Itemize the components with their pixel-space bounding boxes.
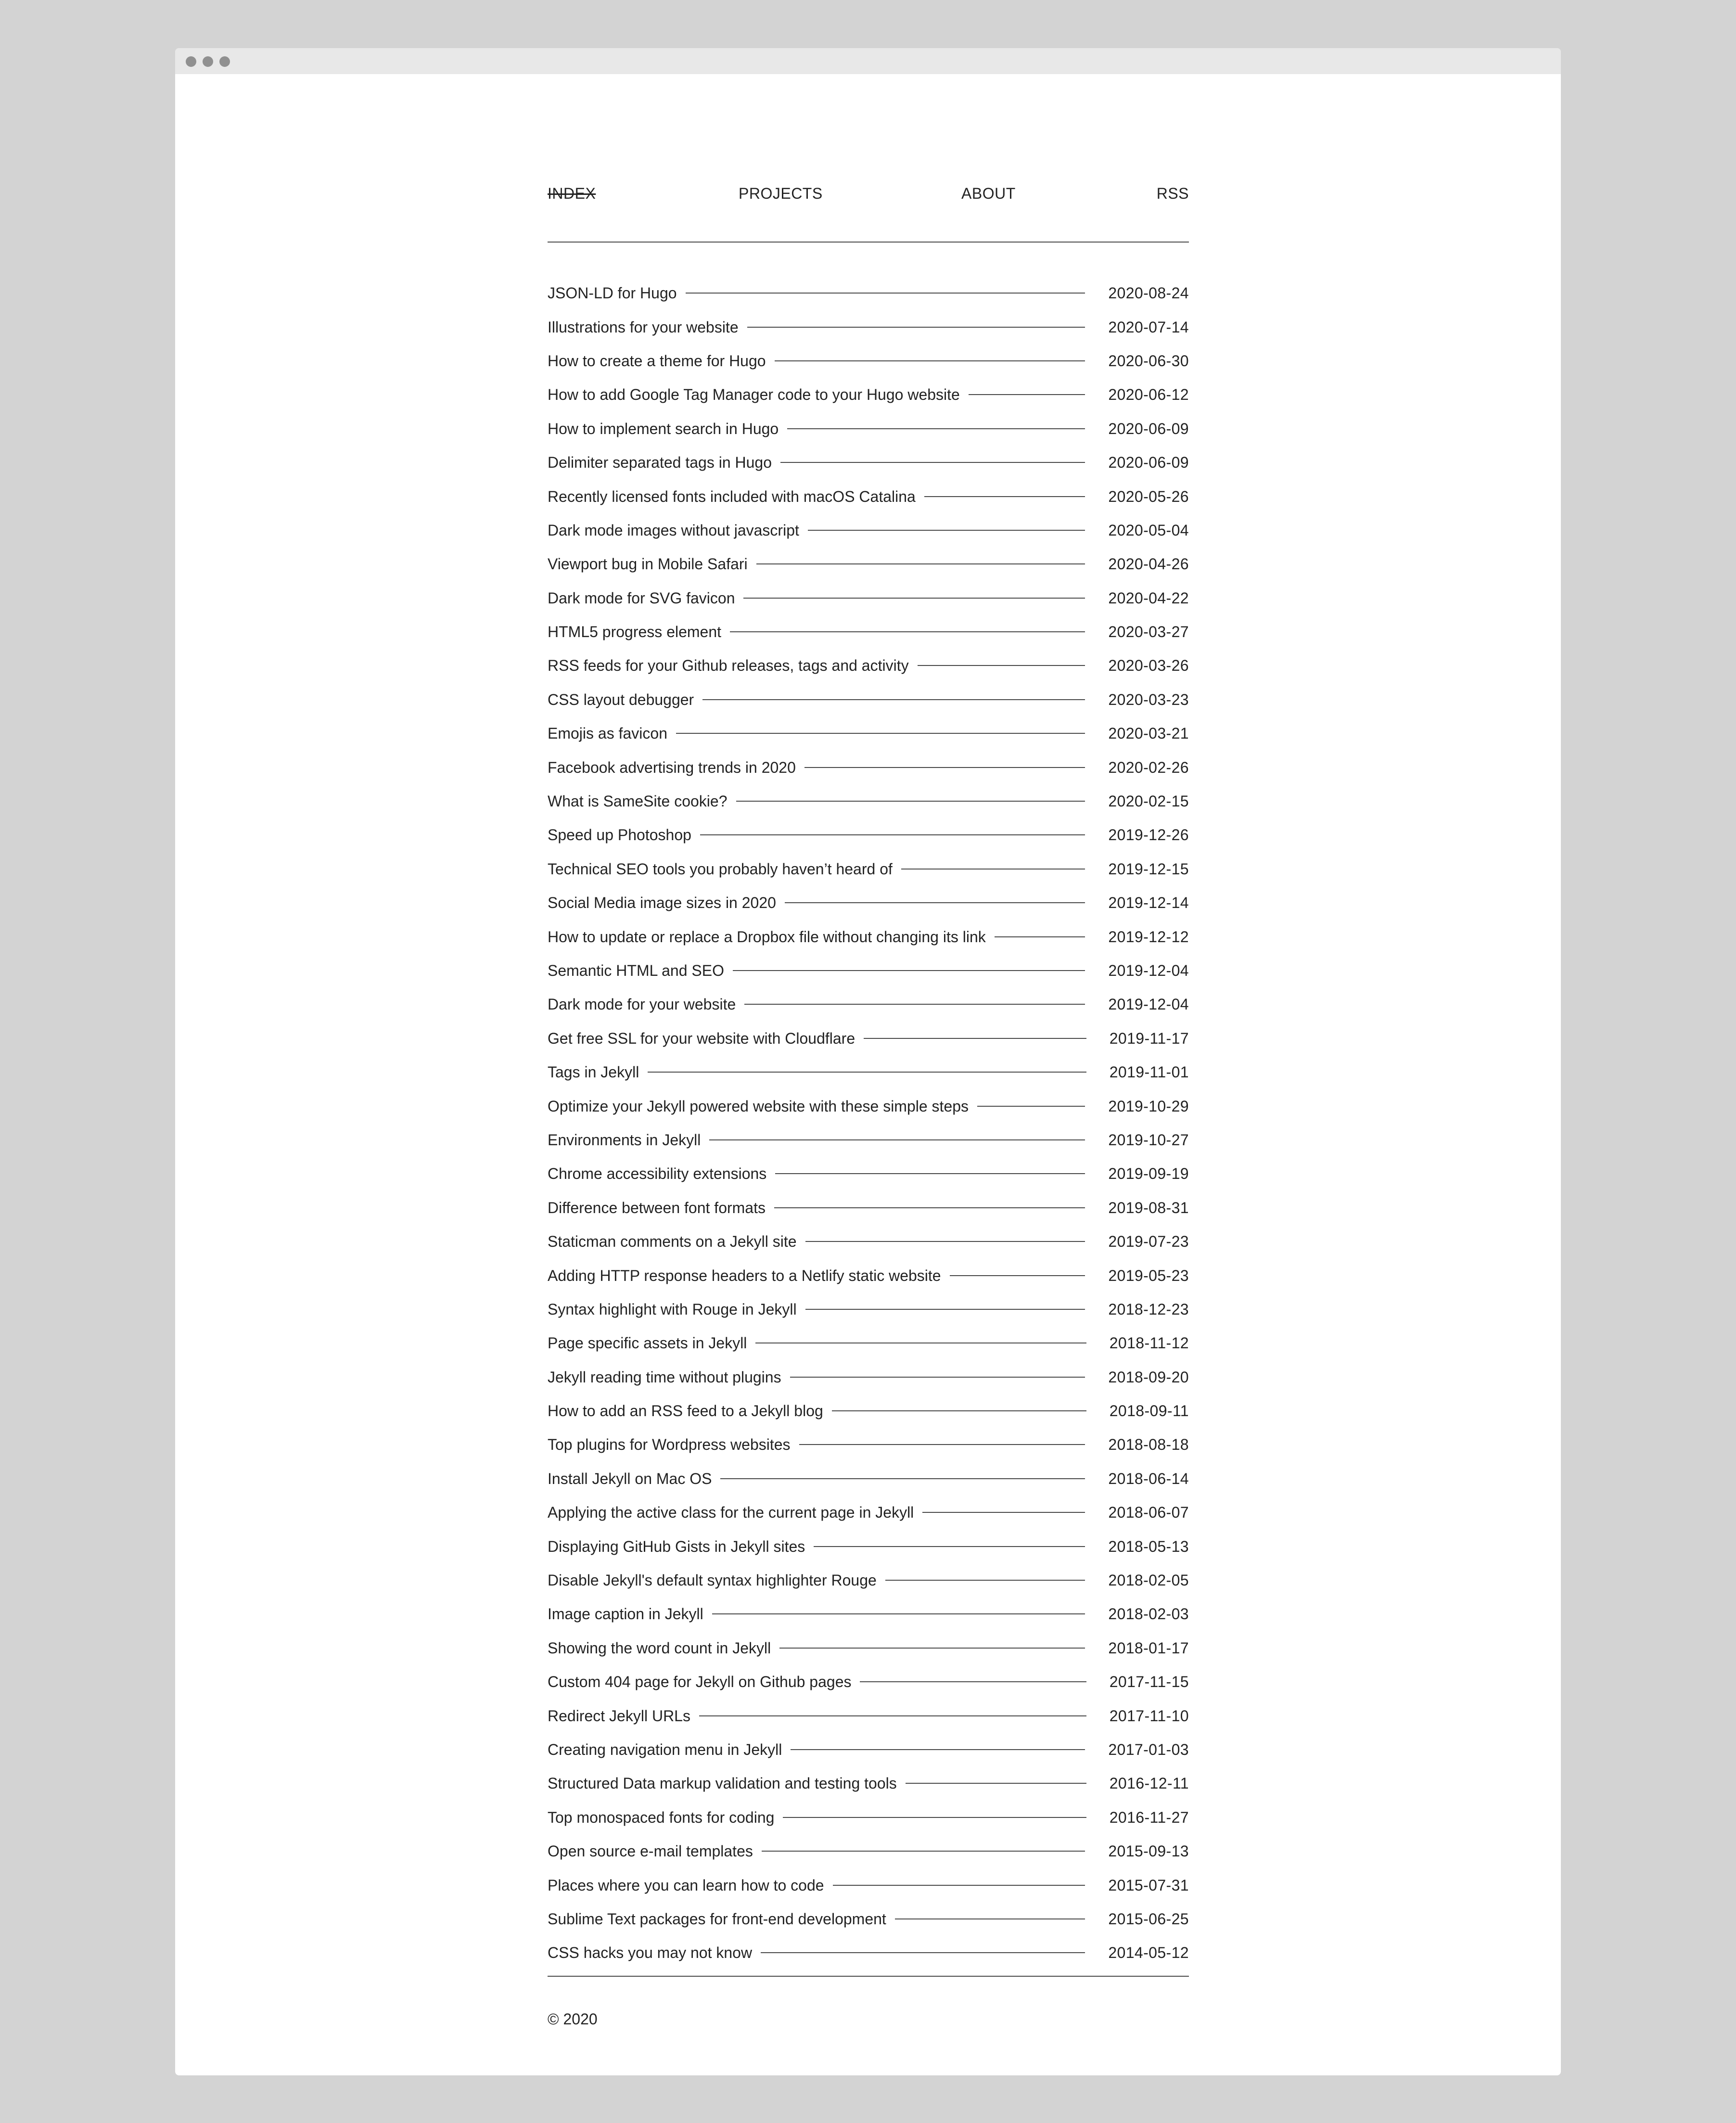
post-date: 2020-02-26 (1108, 758, 1189, 776)
post-title-link[interactable]: Install Jekyll on Mac OS (548, 1470, 712, 1487)
post-row (548, 1597, 1189, 1631)
post-row (548, 615, 1189, 649)
post-date: 2018-08-18 (1108, 1436, 1189, 1454)
post-row (548, 954, 1189, 987)
post-row (548, 920, 1189, 953)
post-leader-line (833, 1885, 1085, 1886)
post-leader-line (783, 1817, 1086, 1818)
post-date: 2017-11-10 (1109, 1707, 1189, 1725)
post-title-link[interactable]: How to implement search in Hugo (548, 420, 779, 437)
post-row (548, 581, 1189, 615)
post-leader-line (775, 360, 1085, 361)
post-leader-line (720, 1478, 1085, 1479)
post-title-link[interactable]: Optimize your Jekyll powered website with these simple steps (548, 1097, 969, 1115)
post-title-link[interactable]: Difference between font formats (548, 1199, 766, 1216)
post-title-link[interactable]: Open source e-mail templates (548, 1842, 753, 1860)
post-title-link[interactable]: Redirect Jekyll URLs (548, 1707, 690, 1725)
post-title-link[interactable]: Recently licensed fonts included with macOS Catalina (548, 487, 916, 505)
post-date: 2019-10-27 (1108, 1131, 1189, 1149)
post-date: 2020-04-22 (1108, 589, 1189, 607)
post-leader-line (775, 1173, 1085, 1174)
post-date: 2020-03-23 (1108, 691, 1189, 708)
post-date: 2017-11-15 (1109, 1673, 1189, 1691)
post-leader-line (756, 563, 1085, 564)
post-title-link[interactable]: CSS layout debugger (548, 691, 694, 708)
post-leader-line (700, 834, 1085, 835)
post-leader-line (901, 869, 1085, 870)
post-date: 2020-06-30 (1108, 352, 1189, 370)
post-title-link[interactable]: Speed up Photoshop (548, 826, 691, 844)
post-row (548, 1123, 1189, 1157)
post-title-link[interactable]: Chrome accessibility extensions (548, 1165, 767, 1183)
post-title-link[interactable]: How to create a theme for Hugo (548, 352, 766, 370)
post-row (548, 1360, 1189, 1394)
post-date: 2015-06-25 (1108, 1910, 1189, 1928)
post-leader-line (761, 1952, 1085, 1953)
browser-window (175, 48, 1561, 2075)
post-date: 2018-02-05 (1108, 1572, 1189, 1589)
post-leader-line (977, 1106, 1085, 1107)
post-row (548, 412, 1189, 446)
footer-copyright: © 2020 (548, 2010, 598, 2028)
post-row (548, 1936, 1189, 1970)
post-title-link[interactable]: Top monospaced fonts for coding (548, 1808, 775, 1826)
post-title-link[interactable]: Sublime Text packages for front-end development (548, 1910, 886, 1928)
post-date: 2018-09-11 (1109, 1402, 1189, 1420)
post-title-link[interactable]: Top plugins for Wordpress websites (548, 1436, 791, 1454)
post-leader-line (906, 1783, 1086, 1784)
post-title-link[interactable]: Dark mode images without javascript (548, 521, 799, 539)
post-date: 2019-11-17 (1109, 1029, 1189, 1047)
post-leader-line (780, 462, 1085, 463)
post-date: 2020-05-04 (1108, 521, 1189, 539)
post-leader-line (799, 1444, 1085, 1445)
post-row (548, 852, 1189, 886)
footer-divider (548, 1976, 1189, 1977)
post-date: 2018-06-14 (1108, 1470, 1189, 1487)
post-leader-line (676, 733, 1085, 734)
post-title-link[interactable]: Syntax highlight with Rouge in Jekyll (548, 1300, 797, 1318)
post-leader-line (762, 1851, 1085, 1852)
post-row (548, 479, 1189, 513)
post-date: 2020-03-26 (1108, 657, 1189, 675)
post-leader-line (808, 530, 1085, 531)
post-leader-line (885, 1580, 1085, 1581)
post-leader-line (860, 1681, 1086, 1682)
post-row (548, 1428, 1189, 1461)
post-date: 2015-07-31 (1108, 1876, 1189, 1894)
post-title-link[interactable]: How to add an RSS feed to a Jekyll blog (548, 1402, 823, 1420)
post-leader-line (709, 1139, 1085, 1140)
main-nav (548, 183, 1189, 204)
post-row (548, 683, 1189, 716)
post-leader-line (791, 1749, 1085, 1750)
post-title-link[interactable]: Environments in Jekyll (548, 1131, 701, 1149)
post-leader-line (648, 1072, 1086, 1073)
post-date: 2019-12-04 (1108, 962, 1189, 979)
post-leader-line (832, 1410, 1086, 1411)
post-title-link[interactable]: Creating navigation menu in Jekyll (548, 1740, 782, 1758)
post-row (548, 1394, 1189, 1428)
post-date: 2015-09-13 (1108, 1842, 1189, 1860)
post-title-link[interactable]: JSON-LD for Hugo (548, 284, 677, 302)
post-leader-line (924, 496, 1085, 497)
post-leader-line (805, 1241, 1085, 1242)
post-title-link[interactable]: What is SameSite cookie? (548, 793, 728, 810)
post-row (548, 1292, 1189, 1326)
post-row (548, 1766, 1189, 1800)
post-leader-line (730, 631, 1085, 632)
post-row (548, 1834, 1189, 1868)
post-row (548, 1055, 1189, 1089)
post-row (548, 818, 1189, 852)
post-date: 2019-05-23 (1108, 1266, 1189, 1284)
post-row (548, 1089, 1189, 1123)
post-title-link[interactable]: Get free SSL for your website with Cloudflare (548, 1029, 855, 1047)
post-row (548, 886, 1189, 920)
post-row (548, 547, 1189, 581)
post-title-link[interactable]: RSS feeds for your Github releases, tags and activity (548, 657, 909, 675)
window-minimize-dot[interactable] (203, 56, 213, 67)
post-date: 2018-11-12 (1109, 1334, 1189, 1352)
post-title-link[interactable]: HTML5 progress element (548, 623, 722, 641)
post-title-link[interactable]: Semantic HTML and SEO (548, 962, 724, 979)
post-date: 2018-02-03 (1108, 1605, 1189, 1623)
post-row (548, 784, 1189, 818)
post-date: 2018-01-17 (1108, 1639, 1189, 1657)
post-row (548, 1191, 1189, 1225)
post-row (548, 649, 1189, 682)
post-leader-line (699, 1715, 1086, 1716)
post-title-link[interactable]: How to add Google Tag Manager code to your Hugo website (548, 386, 960, 404)
post-leader-line (779, 1648, 1085, 1649)
post-date: 2020-05-26 (1108, 487, 1189, 505)
post-leader-line (744, 1004, 1085, 1005)
post-date: 2018-06-07 (1108, 1504, 1189, 1522)
post-date: 2019-12-15 (1108, 860, 1189, 878)
header-divider (548, 242, 1189, 243)
post-row (548, 378, 1189, 411)
post-leader-line (774, 1207, 1085, 1208)
post-row (548, 1496, 1189, 1529)
post-date: 2019-12-26 (1108, 826, 1189, 844)
post-date: 2020-07-14 (1108, 318, 1189, 336)
post-title-link[interactable]: Adding HTTP response headers to a Netlify static website (548, 1266, 941, 1284)
post-row (548, 1225, 1189, 1258)
post-row (548, 344, 1189, 378)
post-row (548, 1868, 1189, 1902)
post-row (548, 1563, 1189, 1597)
post-date: 2020-06-09 (1108, 454, 1189, 472)
post-date: 2020-03-21 (1108, 725, 1189, 742)
post-leader-line (805, 1309, 1085, 1310)
post-row (548, 310, 1189, 344)
post-title-link[interactable]: Displaying GitHub Gists in Jekyll sites (548, 1537, 805, 1555)
post-date: 2016-11-27 (1109, 1808, 1189, 1826)
post-row (548, 1157, 1189, 1190)
post-leader-line (922, 1512, 1085, 1513)
post-date: 2020-06-09 (1108, 420, 1189, 437)
post-title-link[interactable]: Viewport bug in Mobile Safari (548, 555, 748, 573)
post-leader-line (686, 293, 1085, 294)
nav-rss-link[interactable]: RSS (1156, 185, 1189, 202)
window-close-dot[interactable] (186, 56, 196, 67)
post-title-link[interactable]: Emojis as favicon (548, 725, 667, 742)
post-date: 2016-12-11 (1109, 1775, 1189, 1792)
post-row (548, 1699, 1189, 1732)
post-row (548, 1258, 1189, 1292)
post-title-link[interactable]: Showing the word count in Jekyll (548, 1639, 771, 1657)
post-leader-line (864, 1038, 1086, 1039)
post-leader-line (814, 1546, 1085, 1547)
nav-projects-link[interactable]: PROJECTS (739, 185, 823, 202)
post-date: 2018-12-23 (1108, 1300, 1189, 1318)
post-title-link[interactable]: Staticman comments on a Jekyll site (548, 1233, 797, 1251)
post-date: 2019-08-31 (1108, 1199, 1189, 1216)
post-leader-line (918, 665, 1085, 666)
post-leader-line (790, 1377, 1085, 1378)
post-row (548, 513, 1189, 547)
post-row (548, 446, 1189, 479)
post-row (548, 1326, 1189, 1360)
post-row (548, 716, 1189, 750)
post-title-link[interactable]: Delimiter separated tags in Hugo (548, 454, 772, 472)
post-leader-line (733, 970, 1085, 971)
post-date: 2020-04-26 (1108, 555, 1189, 573)
post-title-link[interactable]: Illustrations for your website (548, 318, 739, 336)
post-row (548, 1022, 1189, 1055)
post-leader-line (969, 394, 1085, 395)
post-row (548, 1529, 1189, 1563)
post-leader-line (712, 1613, 1085, 1614)
post-date: 2020-06-12 (1108, 386, 1189, 404)
post-title-link[interactable]: Dark mode for your website (548, 996, 736, 1013)
post-row (548, 1801, 1189, 1834)
post-leader-line (743, 598, 1085, 599)
post-date: 2019-10-29 (1108, 1097, 1189, 1115)
post-title-link[interactable]: Custom 404 page for Jekyll on Github pages (548, 1673, 852, 1691)
post-row (548, 750, 1189, 784)
post-date: 2018-05-13 (1108, 1537, 1189, 1555)
post-leader-line (747, 327, 1085, 328)
post-date: 2019-12-12 (1108, 928, 1189, 946)
post-leader-line (950, 1275, 1085, 1276)
window-titlebar (175, 48, 1561, 74)
post-list (548, 276, 1189, 1970)
post-row (548, 1665, 1189, 1699)
post-row (548, 987, 1189, 1021)
post-leader-line (804, 767, 1085, 768)
post-title-link[interactable]: Facebook advertising trends in 2020 (548, 758, 796, 776)
post-title-link[interactable]: Jekyll reading time without plugins (548, 1368, 781, 1386)
post-leader-line (785, 902, 1085, 903)
post-row (548, 1462, 1189, 1496)
post-leader-line (895, 1918, 1085, 1919)
post-title-link[interactable]: Disable Jekyll's default syntax highlighter Rouge (548, 1572, 877, 1589)
post-title-link[interactable]: Image caption in Jekyll (548, 1605, 703, 1623)
post-leader-line (995, 936, 1085, 937)
post-date: 2014-05-12 (1108, 1944, 1189, 1962)
post-title-link[interactable]: Tags in Jekyll (548, 1063, 639, 1081)
post-title-link[interactable]: CSS hacks you may not know (548, 1944, 753, 1962)
post-date: 2019-12-04 (1108, 996, 1189, 1013)
post-title-link[interactable]: Dark mode for SVG favicon (548, 589, 735, 607)
nav-index-link[interactable]: INDEX (548, 185, 596, 202)
post-row (548, 1733, 1189, 1766)
post-row (548, 276, 1189, 310)
post-title-link[interactable]: Technical SEO tools you probably haven’t heard of (548, 860, 893, 878)
post-date: 2020-08-24 (1108, 284, 1189, 302)
post-leader-line (702, 699, 1085, 700)
post-title-link[interactable]: Applying the active class for the current page in Jekyll (548, 1504, 914, 1522)
post-title-link[interactable]: Page specific assets in Jekyll (548, 1334, 747, 1352)
nav-about-link[interactable]: ABOUT (961, 185, 1016, 202)
post-title-link[interactable]: Places where you can learn how to code (548, 1876, 824, 1894)
post-date: 2019-11-01 (1109, 1063, 1189, 1081)
post-leader-line (736, 801, 1085, 802)
post-row (548, 1902, 1189, 1936)
post-date: 2018-09-20 (1108, 1368, 1189, 1386)
post-title-link[interactable]: Structured Data markup validation and testing tools (548, 1775, 897, 1792)
post-date: 2020-03-27 (1108, 623, 1189, 641)
post-row (548, 1631, 1189, 1665)
post-date: 2019-12-14 (1108, 894, 1189, 912)
post-date: 2020-02-15 (1108, 793, 1189, 810)
post-date: 2019-09-19 (1108, 1165, 1189, 1183)
window-maximize-dot[interactable] (219, 56, 230, 67)
post-title-link[interactable]: Social Media image sizes in 2020 (548, 894, 776, 912)
post-leader-line (787, 428, 1085, 429)
post-date: 2019-07-23 (1108, 1233, 1189, 1251)
post-date: 2017-01-03 (1108, 1740, 1189, 1758)
post-title-link[interactable]: How to update or replace a Dropbox file without changing its link (548, 928, 986, 946)
